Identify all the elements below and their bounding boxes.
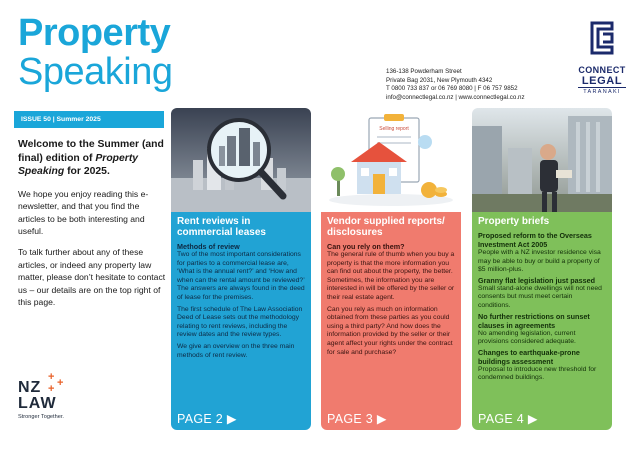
card-body — [472, 212, 612, 430]
nz-law-line-1: NZ — [18, 379, 42, 396]
city-person-photo — [472, 108, 612, 212]
page-4-link[interactable]: PAGE 4 ▶ — [478, 412, 538, 426]
title-line-2: Speaking — [18, 51, 173, 93]
connect-legal-logo — [574, 20, 630, 96]
article-card-vendor-reports[interactable] — [321, 108, 461, 430]
page-3-link[interactable]: PAGE 3 ▶ — [327, 412, 387, 426]
article-card-property-briefs[interactable] — [472, 108, 612, 430]
logo-taranaki: TARANAKI — [578, 87, 626, 96]
card-paragraph: Can you rely as much on information obtained from these parties as you could using a third party? And how does the information provided by the seller or their agent affect your rights under the contract for sale and purchase? — [327, 305, 453, 356]
brief-text: No amending legislation, current provisions considered adequate. — [478, 329, 576, 346]
connect-legal-mark-icon — [589, 20, 615, 56]
brief-text: People with a NZ investor residence visa may be able to buy or build a property of $5 million-plus. — [478, 249, 601, 274]
card-subhead: Methods of review — [177, 242, 240, 251]
card-body — [321, 212, 461, 430]
plus-icon: + — [57, 377, 64, 389]
article-card-rent-reviews[interactable] — [171, 108, 311, 430]
web-line[interactable]: info@connectlegal.co.nz | www.connectlegal.co.nz — [386, 93, 525, 101]
logo-legal: LEGAL — [581, 75, 623, 87]
phone-line: T 0800 733 837 or 06 769 8080 | F 06 757 9852 — [386, 85, 518, 93]
title-line-1: Property — [18, 12, 171, 54]
logo-connect: CONNECT — [578, 65, 626, 75]
intro-heading: Welcome to the Summer (and final) edition of Property Speaking for 2025. — [18, 139, 164, 178]
plus-icon: + — [48, 371, 55, 383]
brief-text: Small stand-alone dwellings will not need consents but must meet certain conditions. — [478, 284, 602, 309]
nz-law-line-2: LAW — [18, 395, 57, 412]
address-line-2: Private Bag 2031, New Plymouth 4342 — [386, 76, 493, 84]
house-report-illustration — [321, 108, 461, 212]
issue-banner: ISSUE 50 | Summer 2025 — [14, 111, 164, 128]
selling-report-sign: Selling report — [379, 126, 409, 132]
newsletter-title — [18, 14, 218, 92]
card-paragraph: The general rule of thumb when you buy a property is that the more information you can find out about the property, the better. Sometimes, the information you are interested in will be offered by the seller or their real estate agent. — [327, 251, 455, 301]
card-title: Vendor supplied reports/ disclosures — [327, 216, 445, 238]
play-arrow-icon: ▶ — [527, 412, 538, 426]
nz-law-tagline: Stronger Together. — [18, 414, 64, 420]
play-arrow-icon: ▶ — [226, 412, 237, 426]
plus-icon: + — [48, 383, 55, 395]
magnifier-buildings-image — [171, 108, 311, 212]
brief-heading: Changes to earthquake-prone buildings assessment — [478, 347, 580, 366]
page-2-link[interactable]: PAGE 2 ▶ — [177, 412, 237, 426]
intro-section — [18, 138, 168, 317]
card-title: Rent reviews in commercial leases — [177, 216, 266, 238]
brief-heading: No further restrictions on sunset clauses in agreements — [478, 311, 590, 330]
brief-heading: Proposed reform to the Overseas Investment Act 2005 — [478, 231, 592, 249]
card-subhead: Can you rely on them? — [327, 242, 405, 251]
card-paragraph: The first schedule of The Law Association Deed of Lease sets out the methodology relating to rent reviews, including the review dates and the review types. — [177, 305, 303, 339]
brief-text: Proposal to introduce new threshold for condemned buildings. — [478, 365, 597, 382]
card-paragraph: We give an overview on the three main methods of rent review. — [177, 342, 295, 359]
intro-paragraph-1: We hope you enjoy reading this e-newsletter, and that you find the articles to be both interesting and useful. — [18, 188, 149, 236]
contact-details — [386, 68, 556, 102]
nz-law-logo — [18, 371, 88, 420]
intro-paragraph-2: To talk further about any of these articles, or indeed any property law matter, please don’t hesitate to contact us – our details are on the top right of this page. — [18, 247, 166, 308]
card-paragraph: Two of the most important considerations for parties to a commercial lease are, ‘What is the annual rent?’ and ‘How and when can the rental amount be reviewed?’ The answers are always found in the deed of lease for the premises. — [177, 251, 305, 301]
card-body — [171, 212, 311, 430]
brief-heading: Granny flat legislation just passed — [478, 275, 596, 285]
address-line-1: 136-138 Powderham Street — [386, 68, 462, 75]
play-arrow-icon: ▶ — [376, 412, 387, 426]
card-title: Property briefs — [478, 216, 550, 227]
